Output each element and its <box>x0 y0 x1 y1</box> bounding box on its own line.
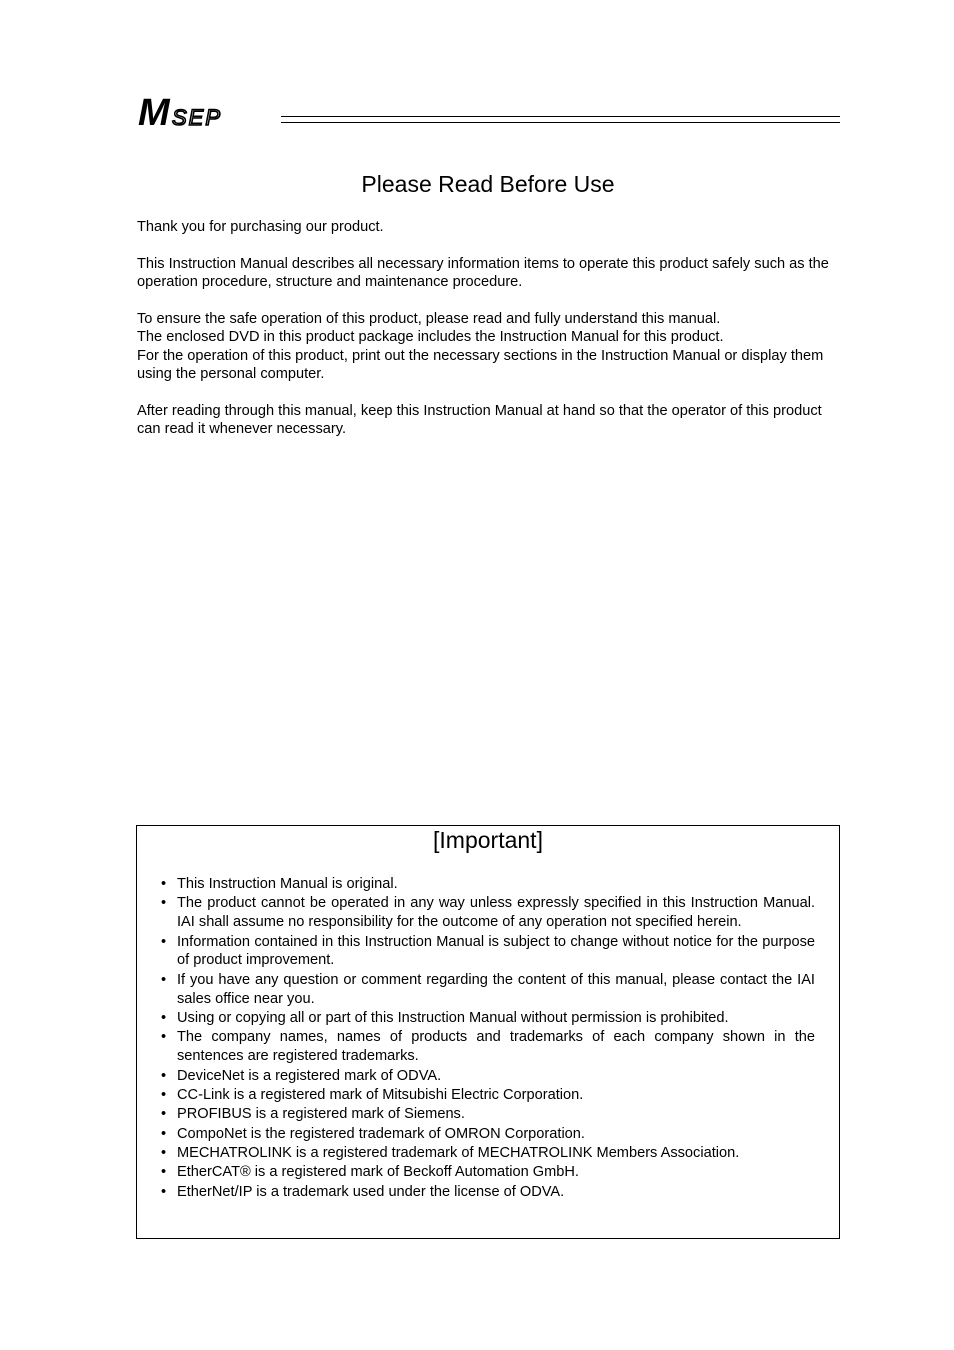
important-item <box>160 1144 815 1163</box>
intro-paragraph-1: Thank you for purchasing our product. <box>137 219 384 235</box>
important-item-text: DeviceNet is a registered mark of ODVA. <box>177 1067 442 1084</box>
intro-paragraph-3: To ensure the safe operation of this product, please read and fully understand this manual. The enclosed DVD in this product package includes the Instruction Manual for this product. For the operation of this product, print out the necessary sections in the Instruction Manual or display them using the personal computer. <box>137 311 824 383</box>
important-item-text: EtherNet/IP is a trademark used under the license of ODVA. <box>177 1183 565 1200</box>
important-item <box>160 1183 815 1202</box>
bullet-icon: • <box>161 1086 167 1103</box>
important-item <box>160 971 815 1009</box>
bullet-icon: • <box>161 895 167 912</box>
important-item <box>160 1009 815 1028</box>
page-title: Please Read Before Use <box>361 171 615 197</box>
svg-text:SEP: SEP <box>172 105 223 129</box>
bullet-icon: • <box>161 1029 167 1046</box>
bullet-icon: • <box>161 933 167 950</box>
important-item-text: This Instruction Manual is original. <box>177 876 398 892</box>
bullet-icon: • <box>161 1125 167 1142</box>
important-item-text: CC-Link is a registered mark of Mitsubishi Electric Corporation. <box>177 1086 584 1103</box>
important-item <box>160 1125 815 1144</box>
intro-paragraph-4: After reading through this manual, keep this Instruction Manual at hand so that the operator of this product can read it whenever necessary. <box>137 403 822 438</box>
bullet-icon: • <box>161 1183 167 1200</box>
important-item-text: CompoNet is the registered trademark of OMRON Corporation. <box>177 1125 585 1142</box>
important-item <box>160 894 815 932</box>
important-item-text: EtherCAT® is a registered mark of Beckoff Automation GmbH. <box>177 1164 579 1181</box>
header-rule-top <box>281 116 840 117</box>
important-item <box>160 1163 815 1182</box>
important-item <box>160 1028 815 1066</box>
intro-paragraph-2: This Instruction Manual describes all necessary information items to operate this product safely such as the operation procedure, structure and maintenance procedure. <box>137 256 829 291</box>
svg-text:M: M <box>138 95 170 129</box>
important-item <box>160 1067 815 1086</box>
important-item-text: Information contained in this Instruction Manual is subject to change without notice for the purpose of product improvement. <box>177 933 815 969</box>
bullet-icon: • <box>161 1164 167 1181</box>
important-item-text: Using or copying all or part of this Instruction Manual without permission is prohibited. <box>177 1009 729 1026</box>
important-item <box>160 1086 815 1105</box>
important-item-text: If you have any question or comment regarding the content of this manual, please contact the IAI sales office near you. <box>177 971 815 1007</box>
important-item-text: PROFIBUS is a registered mark of Siemens. <box>177 1106 465 1123</box>
important-item <box>160 933 815 971</box>
bullet-icon: • <box>161 1106 167 1123</box>
header-rule-bottom <box>281 122 840 123</box>
important-item-text: The product cannot be operated in any way unless expressly specified in this Instruction Manual. IAI shall assume no responsibility for the outcome of any operation not specified herein. <box>177 895 815 931</box>
important-item <box>160 1105 815 1124</box>
msep-logo <box>138 95 278 129</box>
bullet-icon: • <box>161 876 167 892</box>
important-item-text: MECHATROLINK is a registered trademark of MECHATROLINK Members Association. <box>177 1145 740 1162</box>
bullet-icon: • <box>161 1067 167 1084</box>
important-title: [Important] <box>433 827 543 853</box>
bullet-icon: • <box>161 971 167 988</box>
important-item <box>160 875 815 894</box>
bullet-icon: • <box>161 1009 167 1026</box>
important-list <box>160 875 815 1202</box>
bullet-icon: • <box>161 1145 167 1162</box>
important-item-text: The company names, names of products and trademarks of each company shown in the sentences are registered trademarks. <box>177 1029 815 1065</box>
